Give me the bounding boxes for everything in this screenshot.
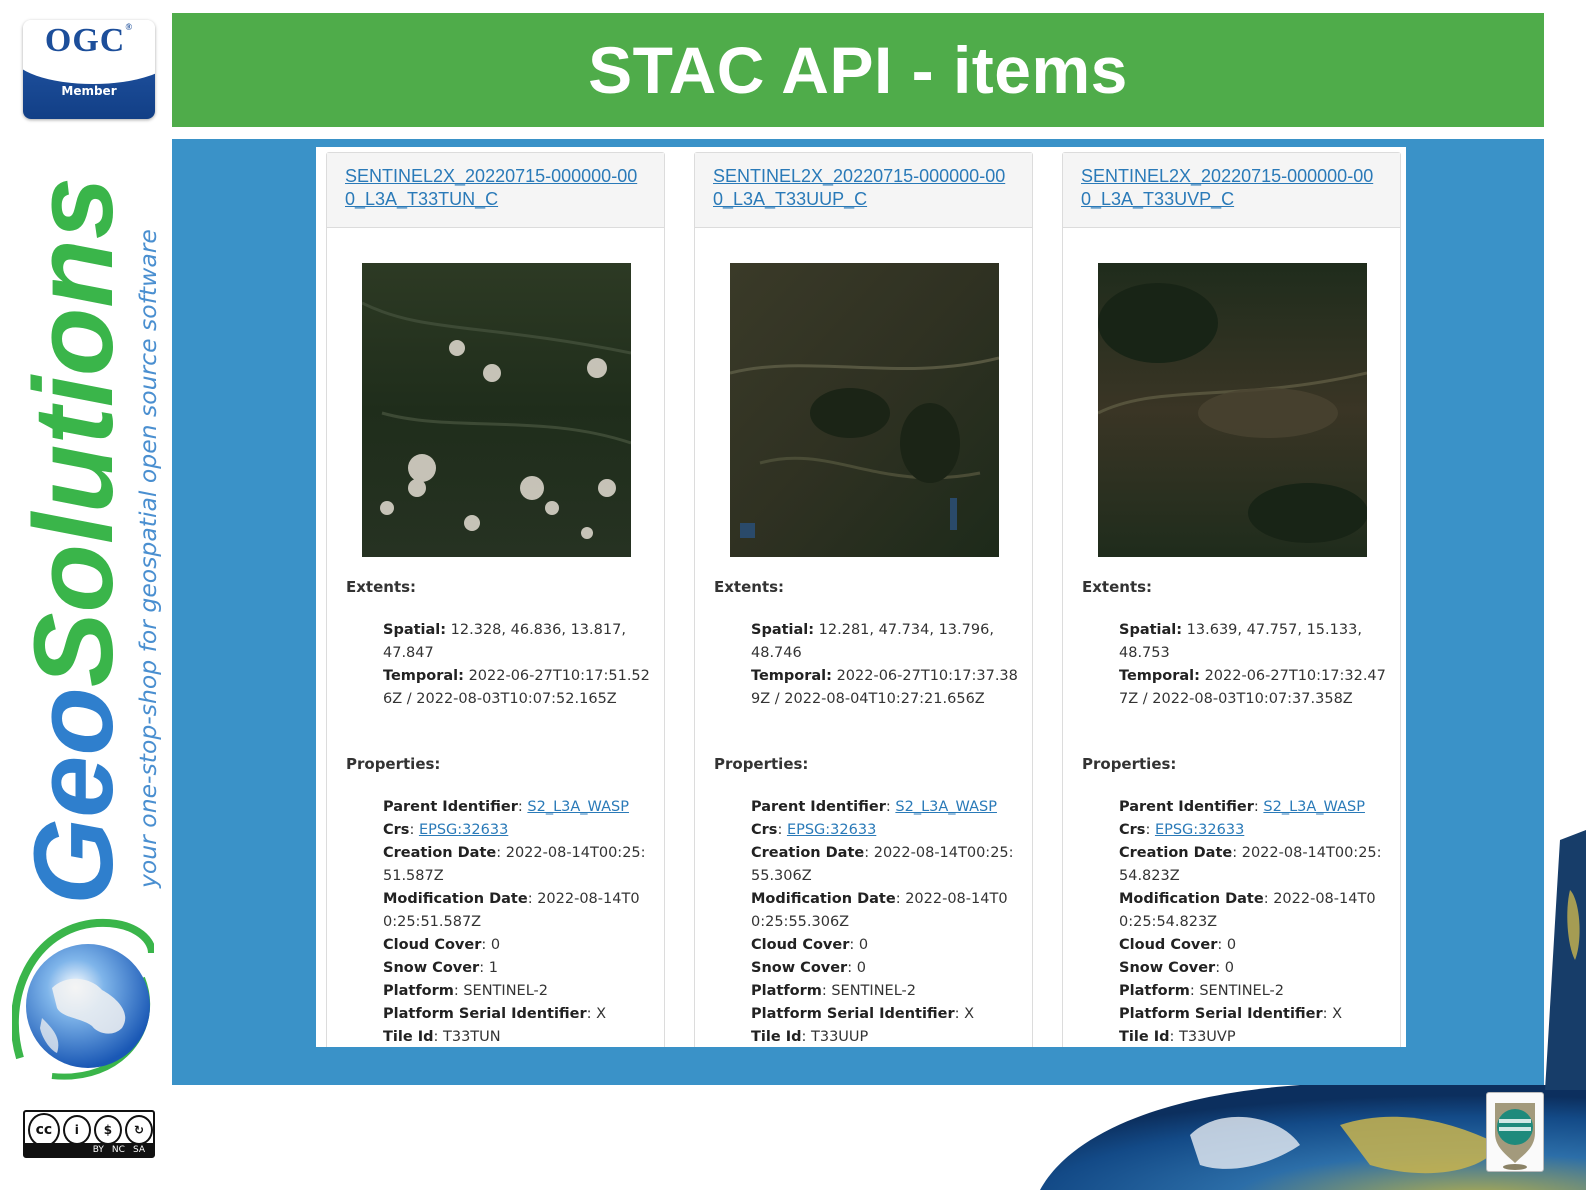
prop-tile-id: Tile Id: T33UUP [751,1029,869,1045]
temporal-value: 2022-06-27T10:17:37.389Z / 2022-08-04T10:27:21.656Z [751,668,1018,707]
prop-value: 1 [488,960,498,976]
prop-value: SENTINEL-2 [831,983,916,999]
prop-label: Parent Identifier [751,799,886,815]
slide-title-bar [172,13,1544,127]
extents-label: Extents: [714,578,785,596]
temporal-label: Temporal: [751,668,832,684]
spatial-label: Spatial: [383,622,447,638]
prop-label: Tile Id [1119,1029,1170,1045]
properties-label: Properties: [714,755,809,773]
prop-value: T33UUP [811,1029,869,1045]
earth-edge-decoration [1545,830,1586,1090]
prop-label: Tile Id [383,1029,434,1045]
spatial-value: 12.328, 46.836, 13.817, 47.847 [383,622,626,661]
prop-cloud-cover: Cloud Cover: 0 [751,937,869,953]
prop-value: SENTINEL-2 [463,983,548,999]
prop-creation-date: Creation Date: 2022-08-14T00:25:54.823Z [1119,845,1382,884]
item-thumbnail[interactable] [362,263,631,557]
properties-label: Properties: [346,755,441,773]
prop-label: Parent Identifier [1119,799,1254,815]
extents-label: Extents: [346,578,417,596]
prop-modification-date: Modification Date: 2022-08-14T00:25:51.587Z [383,891,640,930]
by-icon: i [63,1115,91,1145]
prop-platform: Platform: SENTINEL-2 [1119,983,1284,999]
brand-geo-text: Geo [11,687,136,905]
prop-label: Cloud Cover [383,937,482,953]
parent-identifier-link[interactable]: S2_L3A_WASP [895,799,997,815]
nc-icon: $ [94,1115,122,1145]
prop-snow-cover: Snow Cover: 0 [1119,960,1234,976]
prop-platform-serial: Platform Serial Identifier: X [1119,1006,1343,1022]
parent-identifier-link[interactable]: S2_L3A_WASP [527,799,629,815]
prop-platform-serial: Platform Serial Identifier: X [383,1006,607,1022]
prop-label: Platform [751,983,822,999]
prop-label: Platform Serial Identifier [1119,1006,1323,1022]
prop-cloud-cover: Cloud Cover: 0 [1119,937,1237,953]
prop-label: Platform [1119,983,1190,999]
item-thumbnail[interactable] [730,263,999,557]
prop-tile-id: Tile Id: T33UVP [1119,1029,1236,1045]
license-by-label: BY [92,1144,104,1155]
spatial-row [751,619,1021,665]
prop-label: Parent Identifier [383,799,518,815]
temporal-row [383,665,653,711]
prop-value: 0 [1226,937,1237,953]
cc-license-badge [23,1110,155,1158]
crs-link[interactable]: EPSG:32633 [786,822,877,838]
prop-label: Modification Date [1119,891,1264,907]
brand-tagline: your one-stop-shop for geospatial open source software [134,229,162,888]
prop-label: Modification Date [751,891,896,907]
spatial-label: Spatial: [751,622,815,638]
prop-label: Creation Date [383,845,497,861]
svg-text:GeoSolutions [11,177,136,905]
prop-value: 2022-08-14T00:25:55.306Z [751,891,1008,930]
prop-label: Crs [383,822,410,838]
prop-value: SENTINEL-2 [1199,983,1284,999]
prop-value: 2022-08-14T00:25:51.587Z [383,845,646,884]
prop-label: Snow Cover [383,960,480,976]
extents-label: Extents: [1082,578,1153,596]
item-card [694,152,1033,1047]
prop-value: 0 [858,937,869,953]
prop-crs: Crs: EPSG:32633 [1119,822,1245,838]
item-card [326,152,665,1047]
item-title-link[interactable]: SENTINEL2X_20220715-000000-000_L3A_T33UUP_C [713,166,1006,209]
spatial-row [383,619,653,665]
ogc-member-text: Member [61,84,117,98]
prop-creation-date: Creation Date: 2022-08-14T00:25:55.306Z [751,845,1014,884]
license-sa-label: SA [132,1144,145,1155]
cc-license-labels [25,1143,153,1156]
item-card-header [695,153,1032,228]
item-title-link[interactable]: SENTINEL2X_20220715-000000-000_L3A_T33UVP_C [1081,166,1374,209]
item-card [1062,152,1401,1047]
prop-label: Platform Serial Identifier [383,1006,587,1022]
temporal-value: 2022-06-27T10:17:51.526Z / 2022-08-03T10:07:52.165Z [383,668,650,707]
prop-modification-date: Modification Date: 2022-08-14T00:25:54.823Z [1119,891,1376,930]
prop-label: Creation Date [751,845,865,861]
prop-value: 0 [1224,960,1234,976]
ogc-logo-text: OGC® [44,22,134,59]
parent-identifier-link[interactable]: S2_L3A_WASP [1263,799,1365,815]
item-thumbnail[interactable] [1098,263,1367,557]
prop-label: Cloud Cover [1119,937,1218,953]
prop-label: Cloud Cover [751,937,850,953]
prop-label: Crs [1119,822,1146,838]
temporal-row [751,665,1021,711]
crs-link[interactable]: EPSG:32633 [418,822,509,838]
prop-value: 2022-08-14T00:25:54.823Z [1119,845,1382,884]
properties-block [1119,796,1389,1047]
temporal-label: Temporal: [383,668,464,684]
extents-block [1119,619,1389,711]
prop-value: 2022-08-14T00:25:54.823Z [1119,891,1376,930]
prop-platform: Platform: SENTINEL-2 [751,983,916,999]
prop-value: T33UVP [1179,1029,1236,1045]
item-title-link[interactable]: SENTINEL2X_20220715-000000-000_L3A_T33TUN_C [345,166,638,209]
spatial-value: 13.639, 47.757, 15.133, 48.753 [1119,622,1362,661]
license-nc-label: NC [111,1144,125,1155]
properties-block [383,796,653,1047]
prop-creation-date: Creation Date: 2022-08-14T00:25:51.587Z [383,845,646,884]
prop-label: Platform [383,983,454,999]
prop-snow-cover: Snow Cover: 1 [383,960,498,976]
prop-tile-id: Tile Id: T33TUN [383,1029,501,1045]
prop-modification-date: Modification Date: 2022-08-14T00:25:55.306Z [751,891,1008,930]
prop-label: Creation Date [1119,845,1233,861]
prop-label: Platform Serial Identifier [751,1006,955,1022]
properties-label: Properties: [1082,755,1177,773]
spatial-row [1119,619,1389,665]
prop-crs: Crs: EPSG:32633 [751,822,877,838]
brand-solutions-text: Solutions [11,176,136,688]
prop-value: 0 [490,937,501,953]
prop-cloud-cover: Cloud Cover: 0 [383,937,501,953]
temporal-row [1119,665,1389,711]
prop-value: 0 [856,960,866,976]
prop-label: Snow Cover [1119,960,1216,976]
globe-icon [12,918,154,1083]
prop-label: Snow Cover [751,960,848,976]
prop-value: X [596,1006,607,1022]
item-card-header [1063,153,1400,228]
cc-icon: cc [28,1113,60,1147]
sa-icon: ↻ [125,1115,153,1145]
prop-label: Modification Date [383,891,528,907]
spatial-value: 12.281, 47.734, 13.796, 48.746 [751,622,994,661]
extents-block [383,619,653,711]
prop-parent-identifier: Parent Identifier: S2_L3A_WASP [383,799,629,815]
prop-platform: Platform: SENTINEL-2 [383,983,548,999]
prop-parent-identifier: Parent Identifier: S2_L3A_WASP [1119,799,1365,815]
prop-snow-cover: Snow Cover: 0 [751,960,866,976]
prop-crs: Crs: EPSG:32633 [383,822,509,838]
prop-parent-identifier: Parent Identifier: S2_L3A_WASP [751,799,997,815]
prop-value: 2022-08-14T00:25:55.306Z [751,845,1014,884]
prop-value: X [964,1006,975,1022]
prop-platform-serial: Platform Serial Identifier: X [751,1006,975,1022]
properties-block [751,796,1021,1047]
temporal-label: Temporal: [1119,668,1200,684]
stac-items-panel [316,147,1406,1047]
spatial-label: Spatial: [1119,622,1183,638]
slide-title: STAC API - items [588,33,1128,107]
prop-value: T33TUN [443,1029,501,1045]
prop-label: Crs [751,822,778,838]
item-card-header [327,153,664,228]
crs-link[interactable]: EPSG:32633 [1154,822,1245,838]
extents-block [751,619,1021,711]
temporal-value: 2022-06-27T10:17:32.477Z / 2022-08-03T10:07:37.358Z [1119,668,1386,707]
prop-value: 2022-08-14T00:25:51.587Z [383,891,640,930]
prop-value: X [1332,1006,1343,1022]
app-logo-icon [1486,1092,1544,1172]
prop-label: Tile Id [751,1029,802,1045]
